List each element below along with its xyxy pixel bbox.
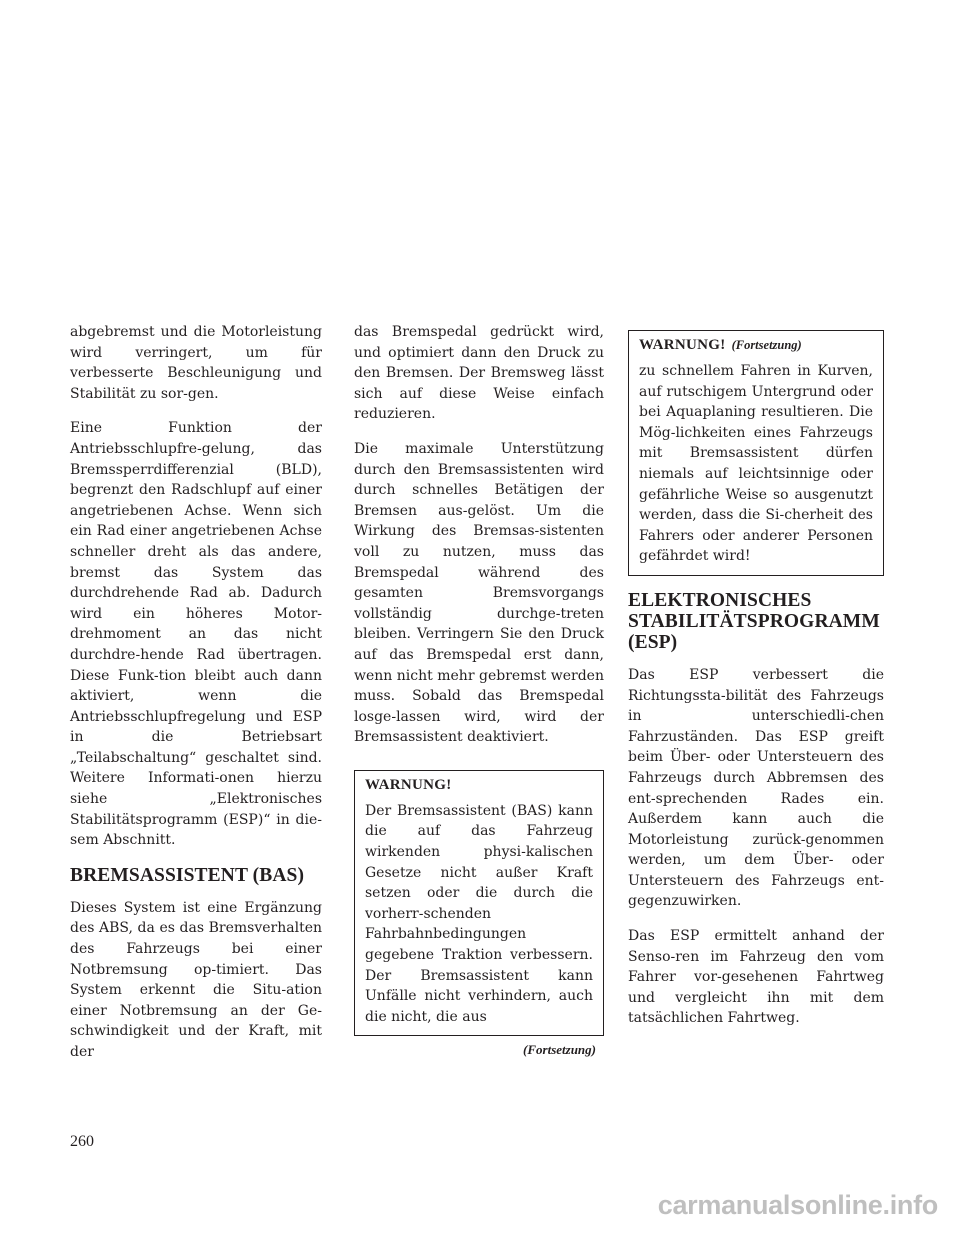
heading-bremsassistent: BREMSASSISTENT (BAS) <box>70 864 305 886</box>
paragraph-maximale-unterstuetzung: Die maximale Unterstützung durch den Bremsassistenten wird durch schnelles Betätigen der Bremsen aus-gelöst. Um die Wirkung des Bremsas-sistenten voll zu nutzen, muss das Bremspedal während des gesamten Bremsvorgangs vollständig durchge-treten bleiben. Verringern Sie den Druck auf das Bremspedal erst dann, wenn nicht mehr gebremst werden muss. Sobald das Bremspedal losge-lassen wird, wird der Bremsassistent deaktiviert. <box>354 440 604 746</box>
column-right <box>628 330 884 1043</box>
warning-text: Der Bremsassistent (BAS) kann die auf das Fahrzeug wirkenden physi-kalischen Gesetze nicht außer Kraft setzen oder die durch die vorherr-schenden Fahrbahnbedingungen gegebene Traktion verbessern. Der Bremsassistent kann Unfälle nicht verhindern, auch die nicht, die aus <box>365 802 593 1025</box>
warning-title: WARNUNG! <box>365 776 452 793</box>
paragraph-esp-intro: Das ESP verbessert die Richtungssta-bilität des Fahrzeugs in unterschiedli-chen Fahrzuständen. Das ESP greift beim Über- oder Untersteuern des Fahrzeugs durch Abbremsen des ent-sprechenden Rades ein. Außerdem kann auch die Motorleistung zurück-genommen werden, um dem Über- oder Untersteuern des Fahrzeugs ent-gegenzuwirken. <box>628 666 884 910</box>
warning-title-continued <box>639 335 873 355</box>
column-left <box>70 322 322 1077</box>
paragraph-motorleistung: abgebremst und die Motorleistung wird verringert, um für verbesserte Beschleunigung und Stabilität zu sor-gen. <box>70 324 322 402</box>
warning-continued-label: (Fortsetzung) <box>731 338 802 352</box>
paragraph-bremspedal: das Bremspedal gedrückt wird, und optimiert dann den Druck zu den Bremsen. Der Bremsweg lässt sich auf diese Weise einfach reduzieren. <box>354 324 604 423</box>
paragraph-bld: Eine Funktion der Antriebsschlupfre-gelung, das Bremssperrdifferenzial (BLD), begrenzt den Radschlupf auf einer angetriebenen Achse. Wenn sich ein Rad einer angetriebenen Achse schneller dreht als das andere, bremst das System das durchdrehende Rad ab. Dadurch wird ein höheres Motor-drehmoment an das nicht durchdre-hende Rad übertragen. Diese Funk-tion bleibt auch dann aktiviert, wenn die Antriebsschlupfregelung und ESP in die Betriebsart „Teilabschaltung“ geschaltet sind. Weitere Informati-onen hierzu siehe „Elektronisches Stabilitätsprogramm (ESP)“ in die-sem Abschnitt. <box>70 420 322 849</box>
heading-esp: ELEKTRONISCHES STABILITÄTSPROGRAMM (ESP) <box>628 589 880 653</box>
column-middle <box>354 322 604 1058</box>
warning-box-bas <box>354 770 604 1037</box>
page-number: 260 <box>70 1133 94 1150</box>
warning-text-continued: zu schnellem Fahren in Kurven, auf rutschigem Untergrund oder bei Aquaplaning resultieren. Die Mög-lichkeiten eines Fahrzeugs mit Bremsassistent dürfen niemals auf leichtsinnige oder gefährliche Weise so ausgenutzt werden, dass die Si-cherheit des Fahrers oder anderer Personen gefährdet wird! <box>639 363 873 565</box>
paragraph-bas-intro: Dieses System ist eine Ergänzung des ABS, da es das Bremsverhalten des Fahrzeugs bei einer Notbremsung op-timiert. Das System erkennt die Situ-ation einer Notbremsung an der Ge-schwindigkeit und der Kraft, mit der <box>70 899 322 1060</box>
warning-box-continued <box>628 330 884 576</box>
watermark: carmanualsonline.info <box>657 1190 938 1220</box>
paragraph-esp-sensors: Das ESP ermittelt anhand der Senso-ren im Fahrzeug den vom Fahrer vor-gesehenen Fahrtweg und vergleicht ihn mit dem tatsächlichen Fahrtweg. <box>628 928 884 1027</box>
continued-note: (Fortsetzung) <box>523 1042 596 1058</box>
warning-title-text: WARNUNG! <box>639 337 726 353</box>
